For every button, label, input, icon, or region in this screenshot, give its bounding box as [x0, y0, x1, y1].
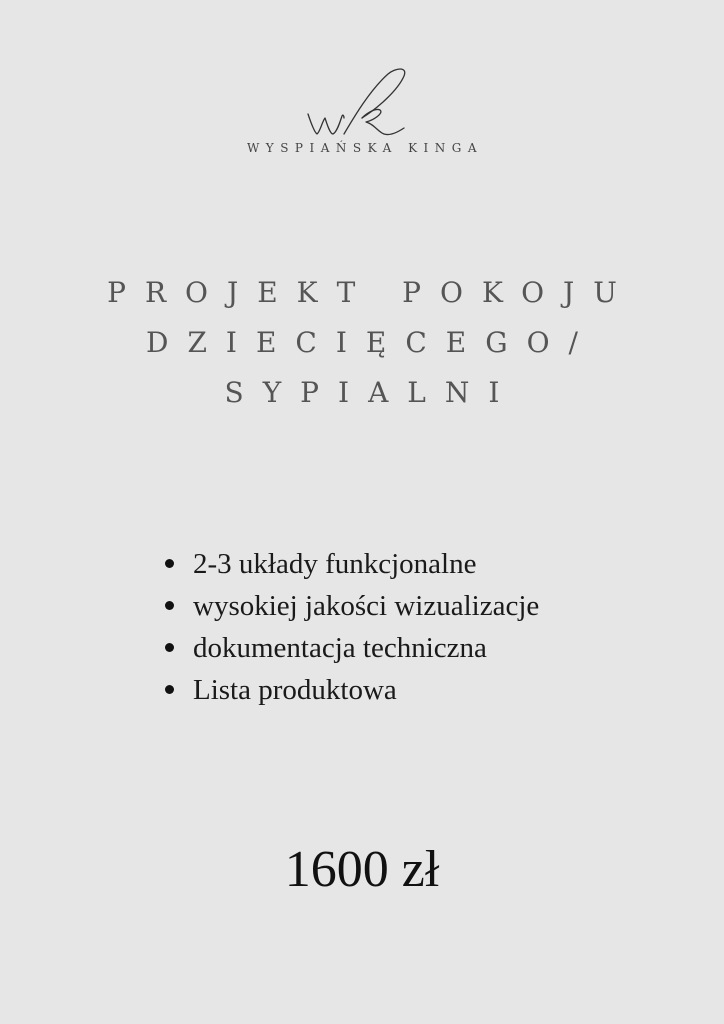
title-line-2: DZIECIĘCEGO/: [146, 326, 597, 359]
feature-text: 2-3 układy funkcjonalne: [193, 548, 477, 580]
feature-text: wysokiej jakości wizualizacje: [193, 590, 540, 622]
page-title: [0, 268, 724, 418]
price-label: 1600 zł: [284, 841, 440, 898]
bullet-icon: [165, 601, 174, 610]
title-line-1: PROJEKT POKOJU: [107, 276, 636, 309]
feature-text: dokumentacja techniczna: [193, 632, 487, 664]
list-item: [163, 627, 539, 669]
brand-logo: [0, 62, 724, 162]
bullet-icon: [165, 685, 174, 694]
list-item: [163, 543, 539, 585]
wk-monogram-logo: [300, 62, 420, 142]
title-line-3: SYPIALNI: [224, 376, 519, 409]
features-list: [163, 543, 539, 711]
bullet-icon: [165, 643, 174, 652]
brand-name: WYSPIAŃSKA KINGA: [246, 141, 484, 155]
bullet-icon: [165, 559, 174, 568]
list-item: [163, 585, 539, 627]
list-item: [163, 669, 539, 711]
feature-text: Lista produktowa: [193, 674, 397, 706]
